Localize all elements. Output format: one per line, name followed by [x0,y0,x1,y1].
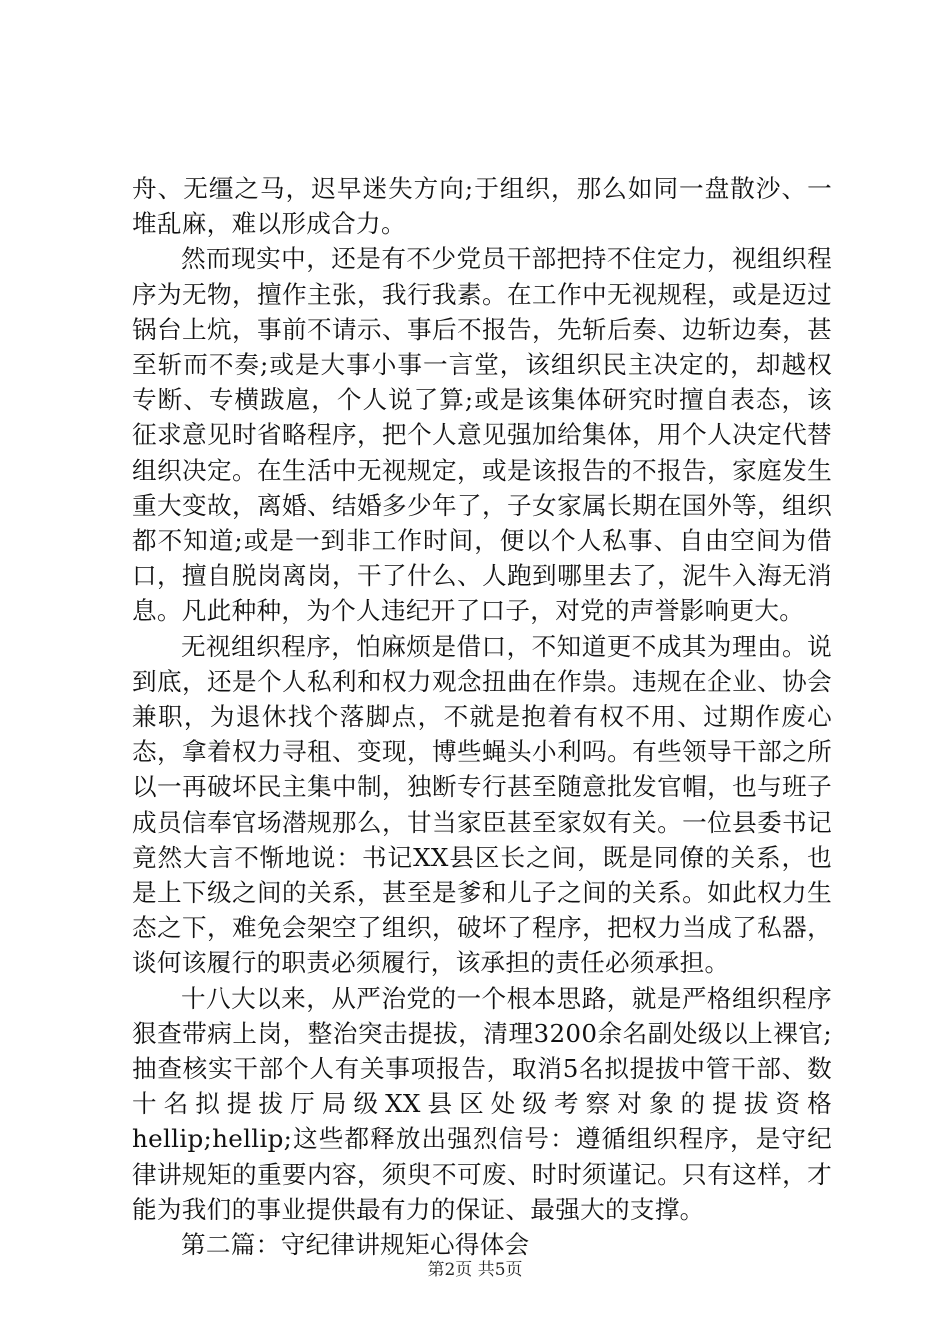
page-number-footer: 第2页 共5页 [427,1260,523,1280]
paragraph-root-causes: 无视组织程序，怕麻烦是借口，不知道更不成其为理由。说到底，还是个人私利和权力观念扭曲在作祟。违规在企业、协会兼职，为退休找个落脚点，不就是抱着有权不用、过期作废心态，拿着权力寻租、变现，博些蝇头小利吗。有些领导干部之所以一再破坏民主集中制，独断专行甚至随意批发官帽，也与班子成员信奉官场潜规那么，甘当家臣甚至家奴有关。一位县委书记竟然大言不惭地说：书记XX县区长之间，既是同僚的关系，也是上下级之间的关系，甚至是爹和儿子之间的关系。如此权力生态之下，难免会架空了组织，破坏了程序，把权力当成了私器，谈何该履行的职责必须履行，该承担的责任必须承担。 [132,631,832,978]
paragraph-program-violations: 然而现实中，还是有不少党员干部把持不住定力，视组织程序为无物，擅作主张，我行我素。在工作中无视规程，或是迈过锅台上炕，事前不请示、事后不报告，先斩后奏、边斩边奏，甚至斩而不奏;或是大事小事一言堂，该组织民主决定的，却越权专断、专横跋扈，个人说了算;或是该集体研究时擅自表态，该征求意见时省略程序，把个人意见强加给集体，用个人决定代替组织决定。在生活中无视规定，或是该报告的不报告，家庭发生重大变故，离婚、结婚多少年了，子女家属长期在国外等，组织都不知道;或是一到非工作时间，便以个人私事、自由空间为借口，擅自脱岗离岗，干了什么、人跑到哪里去了，泥牛入海无消息。凡此种种，为个人违纪开了口子，对党的声誉影响更大。 [132,244,832,626]
document-body [132,171,832,1262]
paragraph-since-eighteenth-congress: 十八大以来，从严治党的一个根本思路，就是严格组织程序狠查带病上岗，整治突击提拔，清理3200余名副处级以上裸官;抽查核实干部个人有关事项报告，取消5名拟提拔中管干部、数十名拟提拔厅局级XX县区处级考察对象的提拔资格hellip;hellip;这些都释放出强烈信号：遵循组织程序，是守纪律讲规矩的重要内容，须臾不可废、时时须谨记。只有这样，才能为我们的事业提供最有力的保证、最强大的支撑。 [132,983,832,1224]
section-heading-second-article: 第二篇：守纪律讲规矩心得体会 [181,1230,530,1260]
paragraph-continuation: 舟、无缰之马，迟早迷失方向;于组织，那么如同一盘散沙、一堆乱麻，难以形成合力。 [132,174,832,239]
